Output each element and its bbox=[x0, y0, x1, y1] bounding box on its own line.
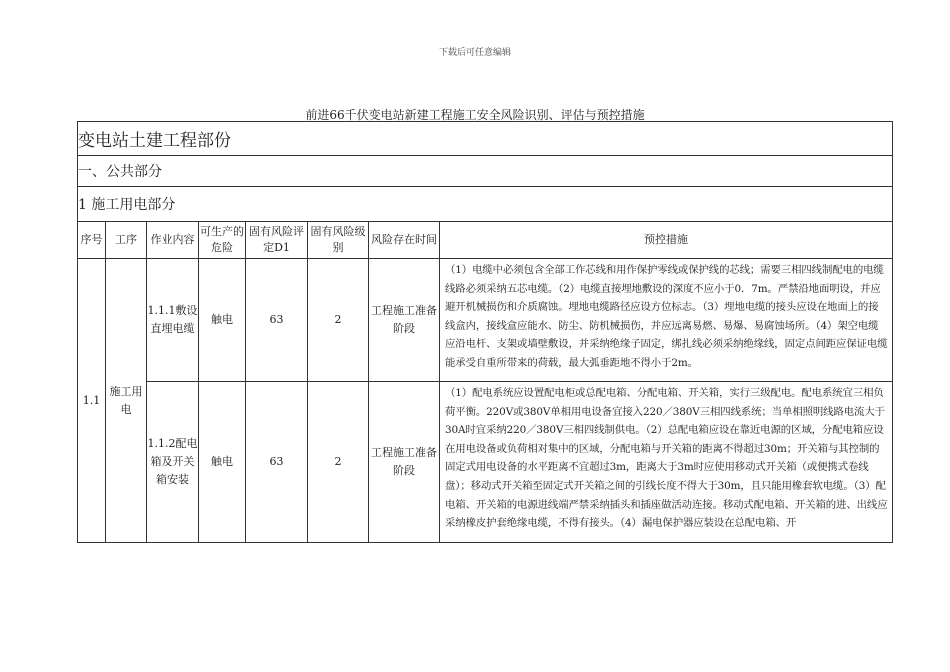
subsection-heading-row bbox=[78, 156, 893, 187]
time-cell: 工程施工准备阶段 bbox=[369, 382, 440, 543]
hazard-cell: 触电 bbox=[199, 259, 246, 382]
measures-cell: （1）电缆中必须包含全部工作芯线和用作保护零线或保护线的芯线；需要三相四线制配电的电缆线路必须采纳五芯电缆。（2）电缆直接埋地敷设的深度不应小于0．7m。严禁沿地面明设，并应避开机械损伤和介质腐蚀。埋地电缆路径应设方位标志。（3）埋地电缆的接头应设在地面上的接线盒内，接线盒应能水、防尘、防机械损伤，并应远离易燃、易爆、易腐蚀场所。（4）架空电缆应沿电杆、支架或墙壁敷设，并采纳绝缘子固定，绑扎线必须采纳绝缘线，固定点间距应保证电缆能承受自重所带来的荷载，最大弧垂距地不得小于2m。 bbox=[440, 259, 893, 382]
time-cell: 工程施工准备阶段 bbox=[369, 259, 440, 382]
seq-cell: 1.1 bbox=[78, 259, 106, 543]
process-cell: 施工用电 bbox=[106, 259, 147, 543]
table-header-row bbox=[78, 222, 893, 259]
col-header-time: 风险存在时间 bbox=[369, 222, 440, 259]
subsection-heading: 一、公共部分 bbox=[78, 156, 893, 187]
d1-cell: 63 bbox=[246, 382, 308, 543]
col-header-d1: 固有风险评定D1 bbox=[246, 222, 308, 259]
col-header-seq: 序号 bbox=[78, 222, 106, 259]
table-row bbox=[78, 259, 893, 382]
content-cell: 1.1.2配电箱及开关箱安装 bbox=[147, 382, 199, 543]
section-heading-row bbox=[78, 122, 893, 156]
d1-cell: 63 bbox=[246, 259, 308, 382]
level-cell: 2 bbox=[308, 259, 369, 382]
table-row bbox=[78, 382, 893, 543]
col-header-level: 固有风险级别 bbox=[308, 222, 369, 259]
content-cell: 1.1.1敷设直埋电缆 bbox=[147, 259, 199, 382]
risk-table bbox=[77, 121, 893, 543]
col-header-measures: 预控措施 bbox=[440, 222, 893, 259]
subsubsection-heading-row bbox=[78, 187, 893, 222]
col-header-content: 作业内容 bbox=[147, 222, 199, 259]
document-title: 前进66千伏变电站新建工程施工安全风险识别、评估与预控措施 bbox=[305, 108, 645, 122]
header-note: 下载后可任意编辑 bbox=[438, 48, 511, 58]
col-header-hazard: 可生产的危险 bbox=[199, 222, 246, 259]
level-cell: 2 bbox=[308, 382, 369, 543]
hazard-cell: 触电 bbox=[199, 382, 246, 543]
section-heading: 变电站土建工程部份 bbox=[78, 122, 893, 156]
measures-cell: （1）配电系统应设置配电柜或总配电箱、分配电箱、开关箱，实行三级配电。配电系统宜三相负荷平衡。220V或380V单相用电设备宜接入220／380V三相四线系统；当单相照明线路电流大于30A时宜采纳220／380V三相四线制供电。（2）总配电箱应设在靠近电源的区域，分配电箱应设在用电设备或负荷相对集中的区域，分配电箱与开关箱的距离不得超过30m；开关箱与其控制的固定式用电设备的水平距离不宜超过3m，距离大于3m时应使用移动式开关箱（或便携式卷线盘）；移动式开关箱至固定式开关箱之间的引线长度不得大于30m，且只能用橡套软电缆。（3）配电箱、开关箱的电源进线端严禁采纳插头和插座做活动连接。移动式配电箱、开关箱的进、出线应采纳橡皮护套绝缘电缆，不得有接头。（4）漏电保护器应装设在总配电箱、开 bbox=[440, 382, 893, 543]
col-header-process: 工序 bbox=[106, 222, 147, 259]
subsubsection-heading: 1 施工用电部分 bbox=[78, 187, 893, 222]
